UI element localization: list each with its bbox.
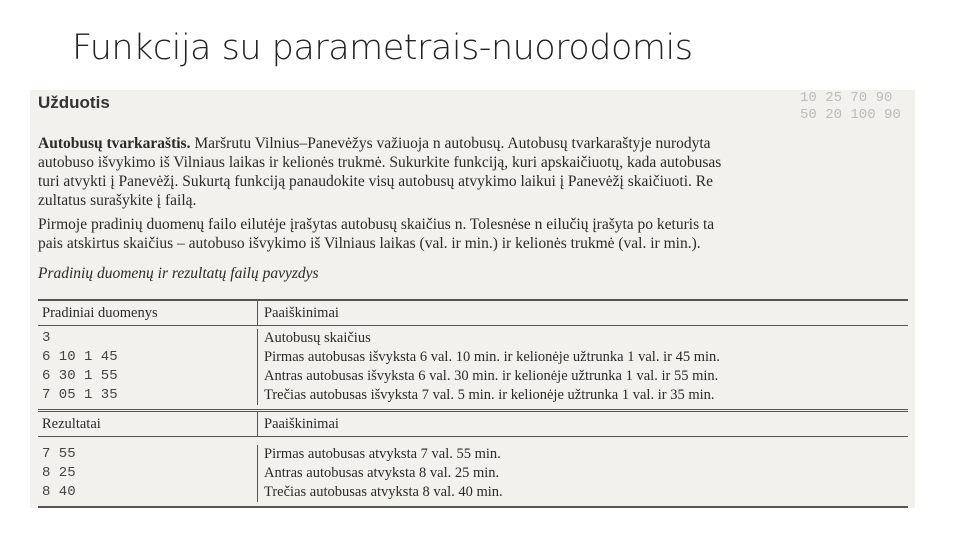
text-line: autobuso išvykimo iš Vilniaus laikas ir kelionės trukmė. Sukurkite funkciją, kuri apskaičiuotų, kada autobusas (38, 154, 722, 171)
output-line: 8 25 (42, 465, 76, 481)
scanned-textbook-page (30, 90, 915, 508)
input-line: 6 30 1 55 (42, 368, 118, 384)
output-line: 8 40 (42, 484, 76, 500)
text-line: pais atskirtus skaičius – autobuso išvykimo iš Vilniaus laikas (val. ir min.) ir kelionės trukmė (val. ir min.). (38, 235, 701, 252)
task-heading: Užduotis (38, 93, 110, 112)
text-line: Pirmoje pradinių duomenų failo eilutėje įrašytas autobusų skaičius n. Tolesnėse n eilučių įrašyta po keturis ta (38, 216, 715, 233)
bleed-through-text (800, 90, 901, 124)
header-cell: Paaiškinimai (264, 305, 339, 321)
input-rows (38, 326, 908, 409)
note-line: Antras autobusas išvyksta 6 val. 30 min. ir kelionėje užtrunka 1 val. ir 55 min. (264, 368, 719, 384)
output-rows (38, 437, 908, 506)
task-description (38, 134, 721, 210)
input-line: 6 10 1 45 (42, 349, 118, 365)
results-header (38, 409, 908, 437)
input-description (38, 215, 714, 253)
input-line: 7 05 1 35 (42, 387, 118, 403)
text-line: Maršrutu Vilnius–Panevėžys važiuoja n autobusų. Autobusų tvarkaraštyje nurodyta (190, 135, 711, 152)
text-line: turi atvykti į Panevėžį. Sukurtą funkciją panaudokite visų autobusų atvykimo laikui į Panevėžį skaičiuoti. Re (38, 173, 713, 190)
example-table (38, 299, 908, 508)
task-name: Autobusų tvarkaraštis. (38, 135, 191, 152)
note-line: Antras autobusas atvyksta 8 val. 25 min. (264, 465, 500, 481)
note-line: Autobusų skaičius (264, 330, 371, 346)
note-line: Pirmas autobusas atvyksta 7 val. 55 min. (264, 446, 501, 462)
text-line: zultatus surašykite į failą. (38, 192, 197, 209)
ghost-line: 10 25 70 90 (800, 90, 893, 106)
header-cell: Paaiškinimai (264, 416, 339, 432)
output-line: 7 55 (42, 446, 76, 462)
header-cell: Pradiniai duomenys (38, 301, 258, 325)
table-caption: Pradinių duomenų ir rezultatų failų pavyzdys (38, 265, 319, 282)
input-line: 3 (42, 330, 51, 346)
ghost-line: 50 20 100 90 (800, 107, 901, 123)
table-header (38, 301, 908, 326)
slide-title: Funkcija su parametrais-nuorodomis (72, 28, 693, 68)
note-line: Pirmas autobusas išvyksta 6 val. 10 min. ir kelionėje užtrunka 1 val. ir 45 min. (264, 349, 720, 365)
note-line: Trečias autobusas atvyksta 8 val. 40 min. (264, 484, 503, 500)
header-cell: Rezultatai (38, 412, 258, 436)
note-line: Trečias autobusas išvyksta 7 val. 5 min. ir kelionėje užtrunka 1 val. ir 35 min. (264, 387, 715, 403)
